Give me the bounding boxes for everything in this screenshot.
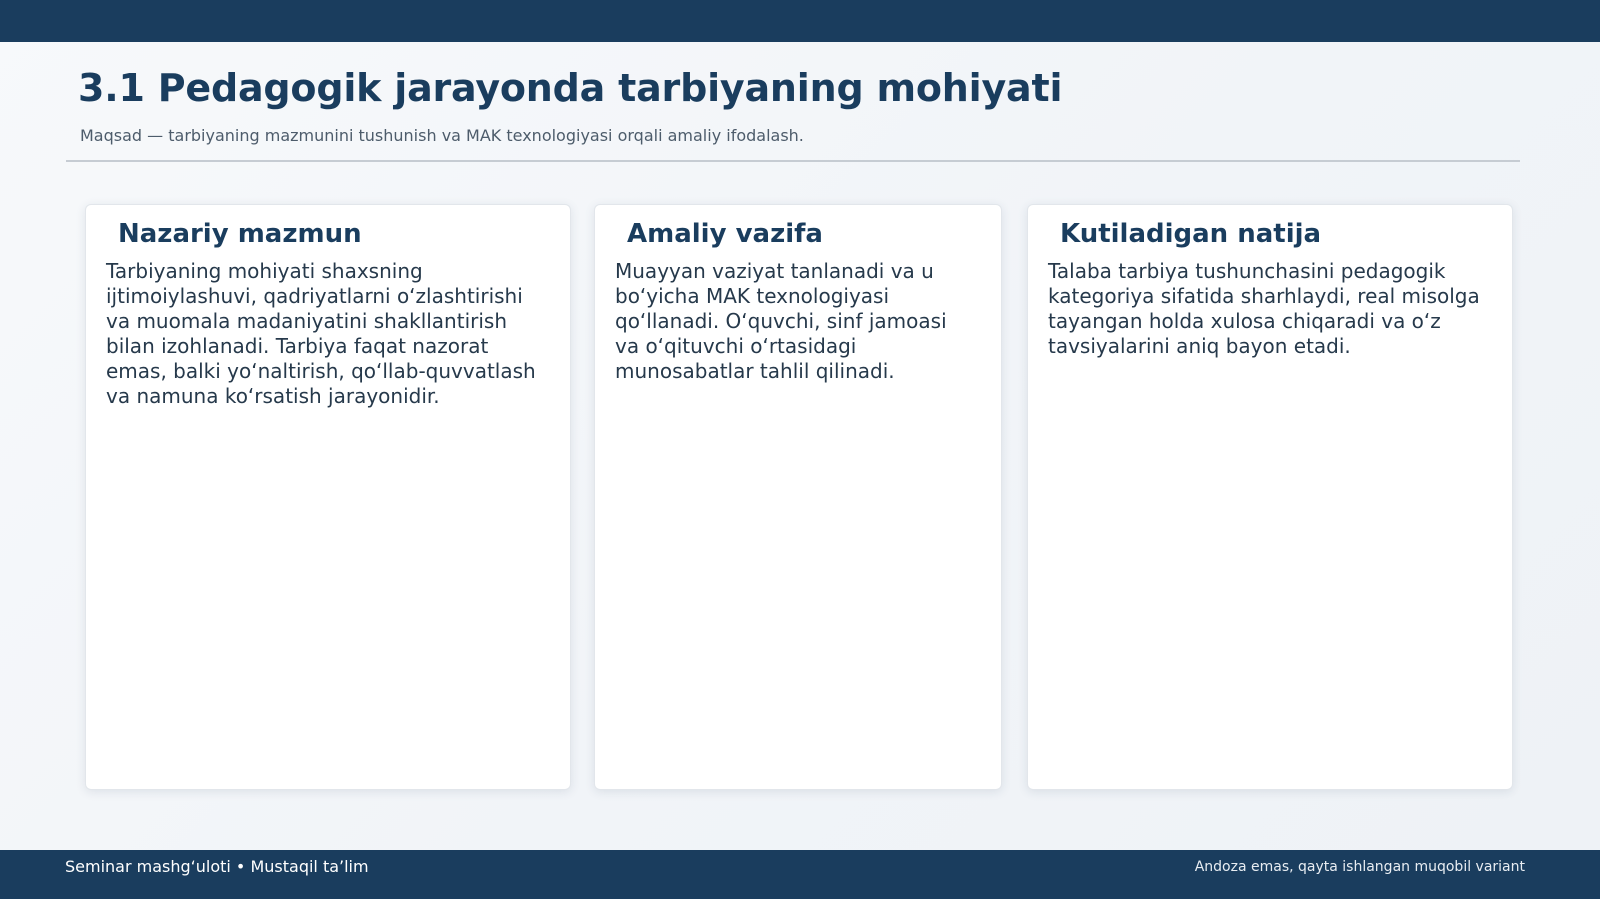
card-title: Nazariy mazmun [118,219,362,249]
card-title: Amaliy vazifa [627,219,823,249]
card-body: Talaba tarbiya tushunchasini pedagogik kategoriya sifatida sharhlaydi, real misolga tayangan holda xulosa chiqaradi va o‘z tavsiyalarini aniq bayon etadi. [1048,259,1480,358]
footer-bar [0,850,1600,899]
card-body: Muayyan vaziyat tanlanadi va u bo‘yicha MAK texnologiyasi qo‘llanadi. O‘quvchi, sinf jamoasi va o‘qituvchi o‘rtasidagi munosabatlar tahlil qilinadi. [615,259,947,383]
card-expected-result [1027,204,1513,790]
card-title: Kutiladigan natija [1060,219,1322,249]
card-practical-task [594,204,1002,790]
page-subtitle: Maqsad — tarbiyaning mazmunini tushunish va MAK texnologiyasi orqali amaliy ifodalash. [80,126,804,145]
slide-header [66,56,1520,162]
top-banner [0,0,1600,42]
card-theory [85,204,571,790]
footer-course-label: Seminar mashg‘uloti • Mustaqil ta’lim [65,857,369,876]
footer-note: Andoza emas, qayta ishlangan muqobil variant [1194,859,1525,875]
card-body: Tarbiyaning mohiyati shaxsning ijtimoiylashuvi, qadriyatlarni o‘zlashtirishi va muomala madaniyatini shakllantirish bilan izohlanadi. Tarbiya faqat nazorat emas, balki yo‘naltirish, qo‘llab-quvvatlash va namuna ko‘rsatish jarayonidir. [106,259,536,408]
page-title: 3.1 Pedagogik jarayonda tarbiyaning mohiyati [78,66,1063,110]
